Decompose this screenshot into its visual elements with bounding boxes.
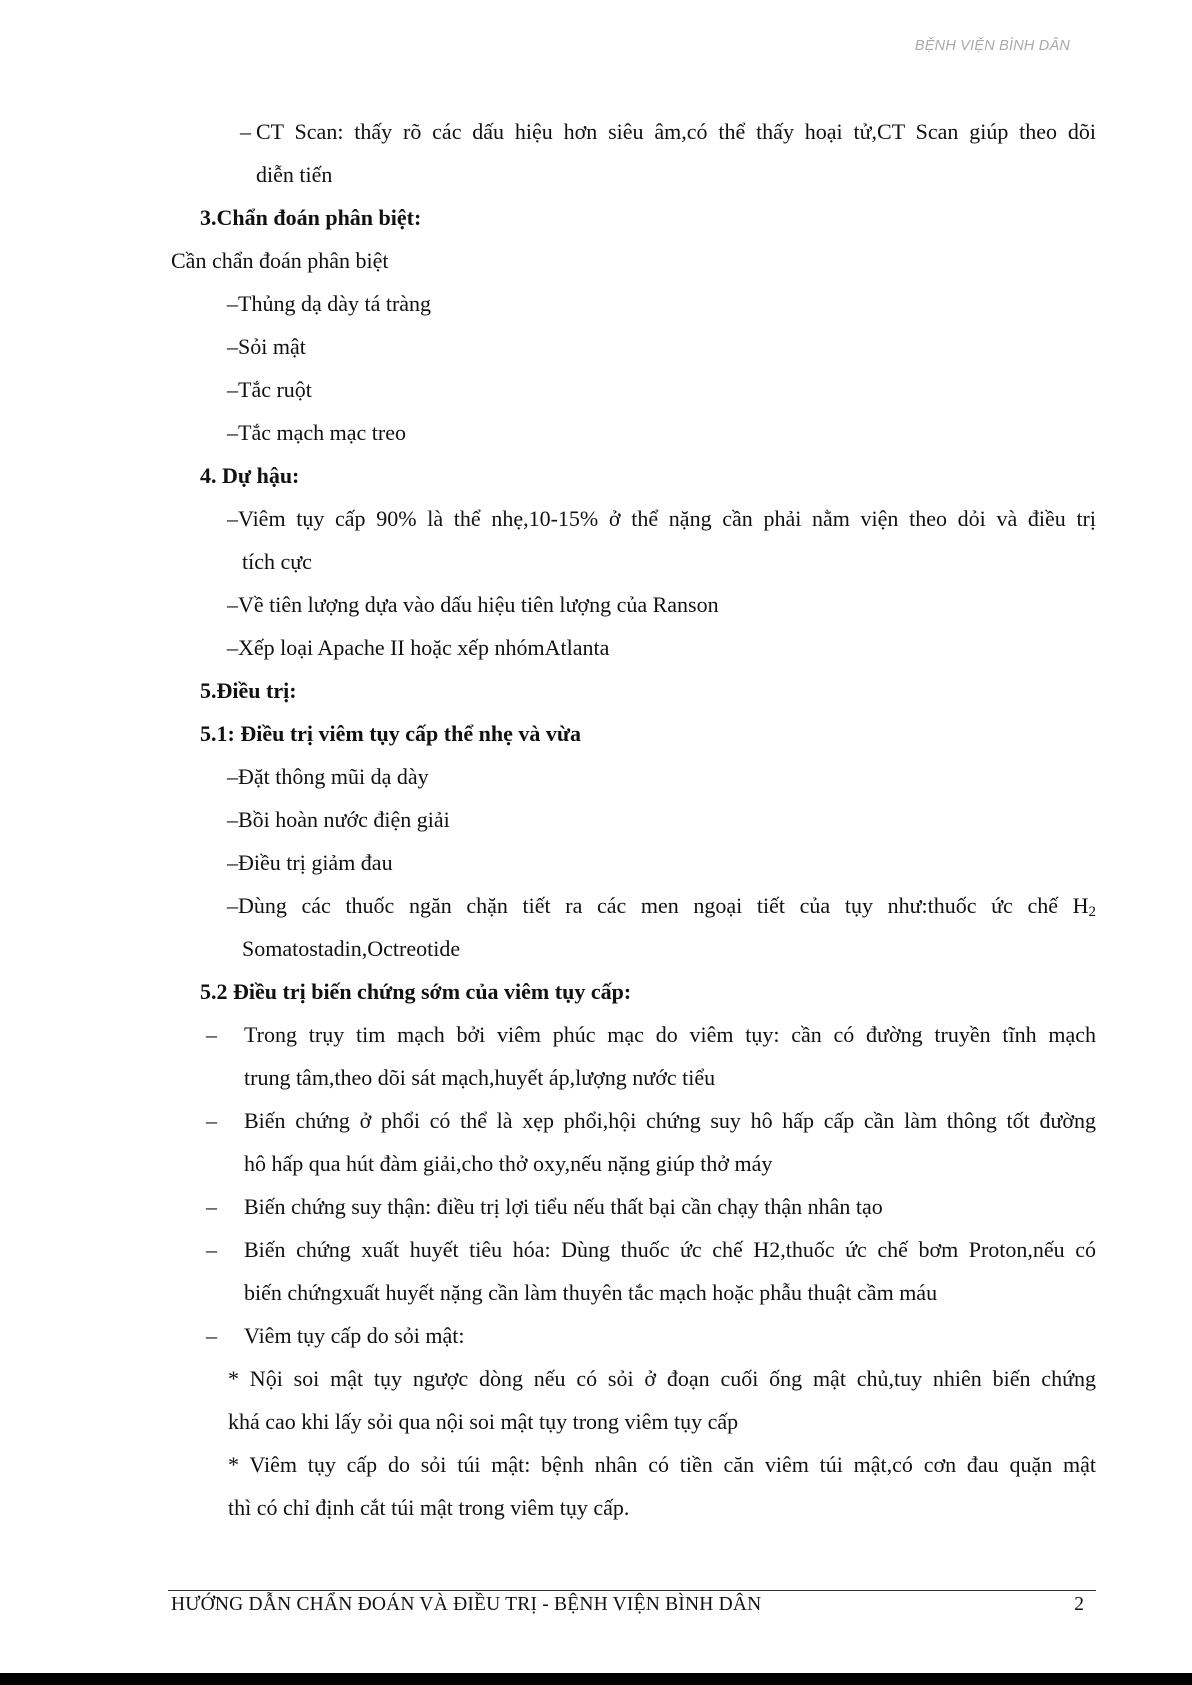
- list-item-continuation: Somatostadin,Octreotide: [242, 936, 461, 961]
- page-header: BỆNH VIỆN BÌNH DÂN: [914, 38, 1070, 54]
- note-paragraph: * Viêm tụy cấp do sỏi túi mật: bệnh nhân có tiền căn viêm túi mật,có cơn đau quặn mật: [228, 1452, 1096, 1477]
- ct-scan-text-line2: diễn tiến: [256, 162, 333, 187]
- list-item: Trong trụy tim mạch bởi viêm phúc mạc do viêm tụy: cần có đường truyền tĩnh mạch: [244, 1022, 1096, 1047]
- section-3-intro: Cần chẩn đoán phân biệt: [171, 248, 389, 273]
- list-item: –Tắc mạch mạc treo: [227, 420, 406, 445]
- list-item: –Đặt thông mũi dạ dày: [227, 764, 429, 789]
- section-heading-5: 5.Điều trị:: [200, 678, 297, 703]
- list-dash: –: [206, 1194, 217, 1219]
- list-item-text: –Dùng các thuốc ngăn chặn tiết ra các men ngoại tiết của tụy như:thuốc ức chế H: [227, 893, 1089, 918]
- list-item: –Sỏi mật: [227, 334, 306, 359]
- list-item: –Bồi hoàn nước điện giải: [227, 807, 450, 832]
- list-item: –Điều trị giảm đau: [227, 850, 393, 875]
- list-item: –Viêm tụy cấp 90% là thể nhẹ,10-15% ở thể nặng cần phải nằm viện theo dỏi và điều trị: [227, 506, 1096, 531]
- footer-title: HƯỚNG DẪN CHẨN ĐOÁN VÀ ĐIỀU TRỊ - BỆNH VIỆN BÌNH DÂN: [171, 1594, 762, 1615]
- list-item: –Xếp loại Apache II hoặc xếp nhómAtlanta: [227, 635, 610, 660]
- list-dash: –: [206, 1237, 217, 1262]
- list-item-continuation: hô hấp qua hút đàm giải,cho thở oxy,nếu nặng giúp thở máy: [244, 1151, 773, 1176]
- section-heading-3: 3.Chẩn đoán phân biệt:: [200, 205, 422, 230]
- list-item: Biến chứng xuất huyết tiêu hóa: Dùng thuốc ức chế H2,thuốc ức chế bơm Proton,nếu có: [244, 1237, 1096, 1262]
- section-heading-5-1: 5.1: Điều trị viêm tụy cấp thể nhẹ và vừa: [200, 721, 582, 746]
- list-dash: –: [206, 1323, 217, 1348]
- list-dash: –: [206, 1022, 217, 1047]
- subscript: 2: [1088, 904, 1096, 920]
- list-item: –Tắc ruột: [227, 377, 312, 402]
- list-item-continuation: trung tâm,theo dõi sát mạch,huyết áp,lượng nước tiểu: [244, 1065, 716, 1090]
- bottom-edge-bar: [0, 1673, 1192, 1685]
- list-item: [227, 884, 1096, 927]
- ct-scan-text-line1: CT Scan: thấy rõ các dấu hiệu hơn siêu âm,có thể thấy hoại tử,CT Scan giúp theo dõi: [256, 119, 1096, 144]
- note-paragraph-continuation: thì có chỉ định cắt túi mật trong viêm tụy cấp.: [228, 1495, 630, 1520]
- footer-divider: [168, 1590, 1096, 1591]
- document-body: [0, 110, 1192, 1529]
- list-item: Biến chứng ở phổi có thể là xẹp phổi,hội chứng suy hô hấp cấp cần làm thông tốt đường: [244, 1108, 1096, 1133]
- section-heading-4: 4. Dự hậu:: [200, 463, 300, 488]
- list-item: –Thủng dạ dày tá tràng: [227, 291, 432, 316]
- list-item-continuation: biến chứngxuất huyết nặng cần làm thuyên tắc mạch hoặc phẫu thuật cầm máu: [244, 1280, 938, 1305]
- list-item-continuation: tích cực: [242, 549, 312, 574]
- section-heading-5-2: 5.2 Điều trị biến chứng sớm của viêm tụy cấp:: [200, 979, 632, 1004]
- list-item: Viêm tụy cấp do sỏi mật:: [244, 1323, 465, 1348]
- ct-scan-item: [0, 110, 1192, 153]
- list-dash: –: [206, 1108, 217, 1133]
- list-item: –Về tiên lượng dựa vào dấu hiệu tiên lượng của Ranson: [227, 592, 719, 617]
- note-paragraph: * Nội soi mật tụy ngược dòng nếu có sỏi ở đoạn cuối ống mật chủ,tuy nhiên biến chứng: [228, 1366, 1096, 1391]
- note-paragraph-continuation: khá cao khi lấy sỏi qua nội soi mật tụy trong viêm tụy cấp: [228, 1409, 739, 1434]
- list-item: Biến chứng suy thận: điều trị lợi tiểu nếu thất bại cần chạy thận nhân tạo: [244, 1194, 883, 1219]
- list-dash: –: [240, 119, 251, 144]
- page-number: 2: [1074, 1594, 1084, 1615]
